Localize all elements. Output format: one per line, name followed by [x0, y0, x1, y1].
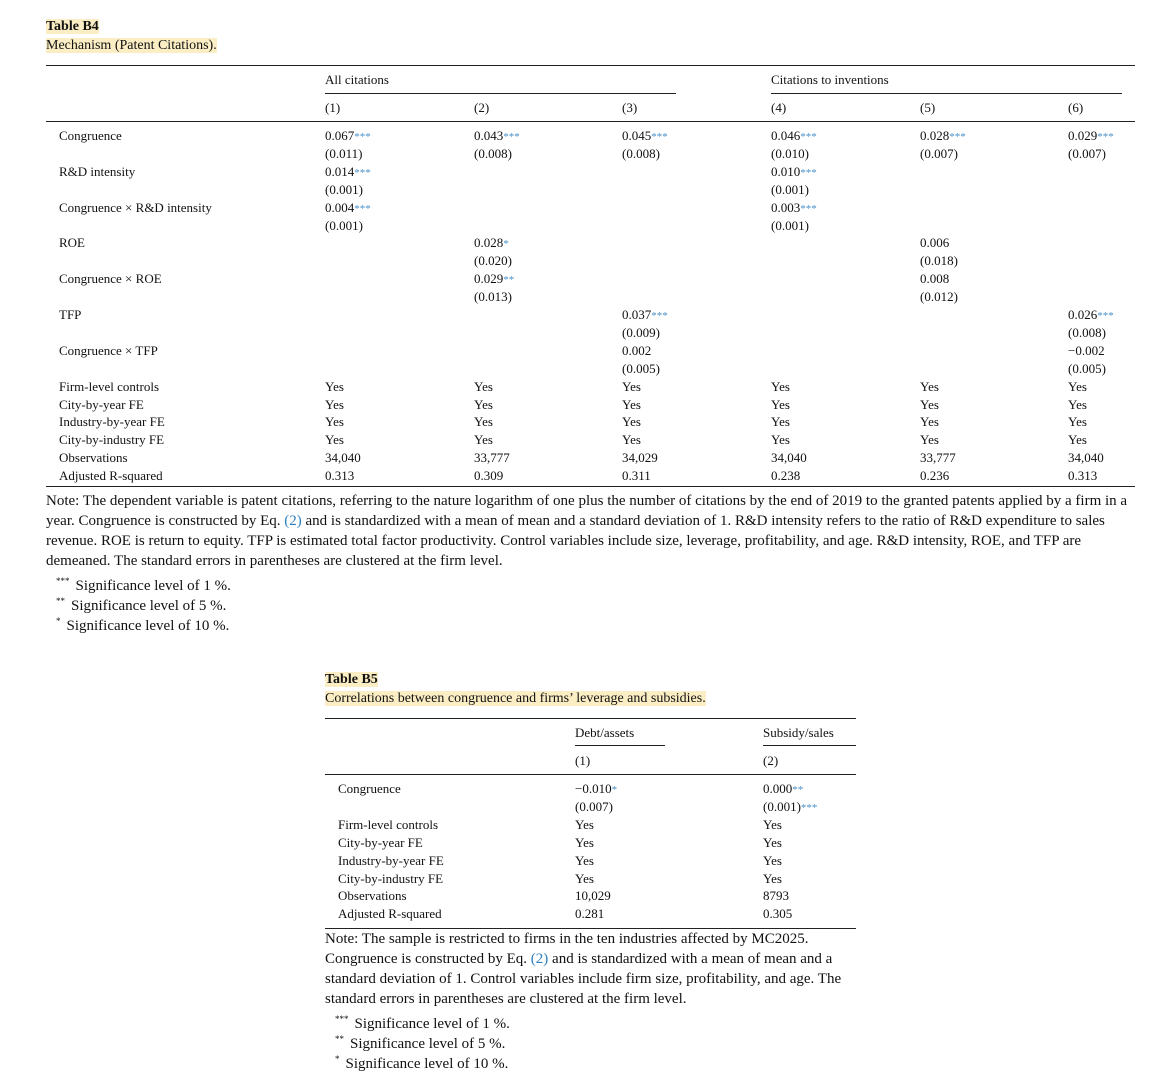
b4-cell-value: 0.309	[474, 468, 504, 484]
b4-cell-value: 34,029	[622, 450, 658, 466]
b4-cell	[920, 431, 939, 449]
b5-cell	[763, 887, 789, 905]
b4-cell-value: (0.001)	[325, 181, 363, 197]
b4-row-label: Congruence	[59, 128, 122, 143]
b4-cell	[622, 413, 641, 431]
b4-cell	[1068, 306, 1114, 325]
b4-cell-value: (0.011)	[325, 145, 363, 161]
b4-significance-stars: **	[503, 274, 515, 287]
b5-cell	[763, 905, 792, 923]
b5-header-rule	[325, 774, 856, 775]
b4-cell-value: 34,040	[771, 450, 807, 466]
b4-cell	[474, 396, 493, 414]
b5-row-label: Observations	[338, 888, 407, 904]
b5-cell-value: 10,029	[575, 888, 611, 904]
b4-cell	[622, 145, 660, 163]
b4-cell	[771, 413, 790, 431]
b4-cell	[622, 324, 660, 342]
b4-cell	[474, 234, 509, 253]
b4-significance-stars: ***	[651, 310, 668, 322]
b4-cell	[325, 467, 354, 485]
b4-note	[46, 491, 1135, 571]
b4-cell	[771, 181, 809, 199]
b4-sig-2-mark: **	[56, 596, 65, 606]
b4-significance-stars: ***	[503, 131, 520, 143]
b5-cell	[575, 798, 613, 816]
b5-row-label: Congruence	[338, 781, 401, 796]
b5-cell-value: 0.305	[763, 906, 793, 922]
b4-cell	[325, 127, 371, 146]
b5-cell-value: Yes	[763, 816, 782, 832]
b4-cell-value: 0.002	[622, 342, 652, 358]
b4-cell-value: (0.009)	[622, 324, 660, 340]
b4-cell	[325, 396, 344, 414]
b4-cell-value: 0.311	[622, 468, 651, 484]
b4-cell-value: Yes	[325, 378, 344, 394]
b4-cell-value: 0.029	[474, 271, 504, 287]
b4-cell-value: 33,777	[474, 450, 510, 466]
b4-cell	[920, 396, 939, 414]
b4-cell-value: 0.008	[920, 271, 950, 287]
b4-cell	[920, 288, 958, 306]
b5-cell-value: Yes	[763, 870, 782, 886]
b4-cell-value: Yes	[474, 396, 493, 412]
b4-cell	[474, 145, 512, 163]
b4-sig-3-mark: *	[56, 616, 61, 626]
b4-cell	[622, 306, 668, 325]
b5-col-head-subsidy-sales: Subsidy/sales	[763, 725, 834, 740]
b4-cell	[1068, 396, 1087, 414]
b4-cell-value: Yes	[920, 396, 939, 412]
b5-caption	[325, 670, 706, 707]
b5-note-part-a: Note: The sample is restricted to firms in the ten industries affected by MC2025. Congruence is constructed by Eq.	[325, 931, 809, 967]
b4-cell-value: (0.013)	[474, 289, 512, 305]
b4-cell-value: 34,040	[325, 450, 361, 466]
b5-sig-2-mark: **	[335, 1034, 344, 1044]
b4-cell-value: Yes	[474, 414, 493, 430]
b5-cell-value: Yes	[575, 834, 594, 850]
b4-cell-value: 0.029	[1068, 128, 1098, 143]
b5-cell	[575, 780, 617, 799]
b5-row-label: City-by-industry FE	[338, 870, 444, 886]
b5-cell-value: (0.001)	[763, 798, 801, 814]
b4-significance-stars: ***	[800, 166, 817, 179]
b5-sig-3-mark: *	[335, 1054, 340, 1064]
b5-cell-value: 0.281	[575, 906, 605, 922]
b4-sig-3	[56, 611, 229, 636]
b4-cell	[1068, 324, 1106, 342]
b5-cell	[763, 780, 803, 799]
b4-cell-value: Yes	[622, 396, 641, 412]
b4-cell	[771, 199, 817, 218]
b4-cell-value: (0.008)	[622, 145, 660, 161]
b5-row-label: City-by-year FE	[338, 834, 423, 850]
b4-cell-value: Yes	[771, 378, 790, 394]
b5-cell	[575, 834, 594, 852]
b4-group-right-rule	[771, 93, 1122, 94]
b4-cell-value: Yes	[622, 432, 641, 448]
b4-cell-value: Yes	[1068, 414, 1087, 430]
b4-cell-value: (0.007)	[920, 145, 958, 161]
b4-cell	[622, 127, 668, 146]
b4-note-part-b: and is standardized with a mean of mean and a standard deviation of 1. R&D intensity refers to the ratio of R&D expenditure to sales revenue. ROE is return to equity. TFP is estimated total factor productivity. Control variables include size, leverage, profitability, and age. R&D intensity, ROE, and TFP are demeaned. The standard errors in parentheses are clustered at the firm level.	[46, 513, 1105, 569]
b4-cell	[771, 127, 817, 146]
b5-title: Correlations between congruence and firms’ leverage and subsidies.	[325, 691, 706, 706]
b5-note-part-b: and is standardized with a mean of mean and a standard deviation of 1. Control variables include firm size, profitability, and age. The standard errors in parentheses are clustered at the firm level.	[325, 951, 842, 1007]
b5-row-label: Industry-by-year FE	[338, 852, 444, 868]
b5-cell-value: Yes	[763, 834, 782, 850]
b4-significance-stars: *	[503, 238, 509, 251]
b5-sig-2-text: Significance level of 5 %.	[350, 1036, 506, 1052]
b4-cell-value: Yes	[622, 378, 641, 394]
b4-cell	[474, 378, 493, 396]
b5-cell-value: Yes	[575, 870, 594, 886]
b4-cell-value: Yes	[920, 432, 939, 448]
b4-cell-value: 0.067	[325, 128, 355, 143]
b4-cell	[325, 449, 361, 467]
b4-cell	[920, 127, 966, 146]
b4-cell	[325, 181, 363, 199]
b5-cell	[575, 870, 594, 888]
b4-cell	[474, 127, 520, 146]
b4-cell	[1068, 378, 1087, 396]
b4-row-label: Firm-level controls	[59, 378, 160, 394]
b4-row-label: Adjusted R-squared	[59, 468, 163, 484]
b5-cell	[575, 816, 594, 834]
b4-cell-value: (0.008)	[1068, 324, 1106, 340]
b4-title: Mechanism (Patent Citations).	[46, 38, 217, 53]
b4-cell-value: Yes	[771, 396, 790, 412]
b4-cell	[325, 145, 362, 163]
b4-significance-stars: ***	[800, 202, 817, 215]
b4-cell	[622, 396, 641, 414]
b5-significance-stars: **	[792, 784, 804, 796]
b5-head-rule-1	[575, 745, 665, 746]
b4-significance-stars: ***	[354, 131, 371, 143]
b4-cell	[622, 342, 651, 360]
b4-cell-value: 33,777	[920, 450, 956, 466]
b5-sig-3-text: Significance level of 10 %.	[345, 1056, 509, 1072]
b4-cell-value: 0.014	[325, 163, 355, 179]
b4-sig-1-text: Significance level of 1 %.	[75, 578, 231, 594]
b4-significance-stars: ***	[1097, 131, 1114, 143]
b4-significance-stars: ***	[800, 131, 817, 143]
b4-col-6: (6)	[1068, 100, 1084, 115]
b5-col-2: (2)	[763, 753, 779, 768]
b4-col-4: (4)	[771, 100, 787, 115]
b4-row-label: Industry-by-year FE	[59, 414, 165, 430]
b4-significance-stars: ***	[949, 131, 966, 143]
b4-cell-value: (0.007)	[1068, 145, 1106, 161]
b4-caption	[46, 17, 217, 54]
b4-cell	[771, 145, 809, 163]
b4-cell	[325, 163, 371, 182]
b4-cell-value: 0.313	[325, 468, 355, 484]
b4-row-label: Congruence × TFP	[59, 342, 158, 358]
b4-col-5: (5)	[920, 100, 936, 115]
b4-cell-value: 0.028	[920, 128, 950, 143]
b4-cell-value: 0.037	[622, 307, 652, 322]
b4-cell	[771, 396, 790, 414]
b4-cell-value: (0.005)	[622, 360, 660, 376]
b5-equation-link[interactable]: (2)	[530, 951, 549, 967]
b4-cell-value: 0.003	[771, 199, 801, 215]
b5-cell-value: Yes	[575, 852, 594, 868]
b4-cell	[920, 449, 956, 467]
b4-top-rule	[46, 65, 1135, 66]
b4-cell-value: 0.236	[920, 468, 950, 484]
b4-cell-value: Yes	[1068, 378, 1087, 394]
b4-cell	[622, 378, 641, 396]
b4-cell	[474, 288, 512, 306]
b4-cell-value: (0.001)	[771, 181, 809, 197]
b4-row-label: ROE	[59, 235, 85, 251]
b4-group-citations-to-inventions: Citations to inventions	[771, 72, 889, 87]
b4-cell	[622, 431, 641, 449]
b5-cell-value: (0.007)	[575, 798, 613, 814]
b4-cell-value: 0.006	[920, 235, 950, 251]
b5-cell	[763, 798, 817, 817]
b5-sig-1-text: Significance level of 1 %.	[354, 1016, 510, 1032]
b4-col-3: (3)	[622, 100, 638, 115]
b5-row-label: Adjusted R-squared	[338, 906, 442, 922]
b4-cell	[771, 378, 790, 396]
b5-cell	[763, 834, 782, 852]
b5-cell	[763, 816, 782, 834]
b4-cell	[325, 378, 344, 396]
b4-cell	[474, 413, 493, 431]
b5-sig-3	[335, 1049, 508, 1074]
b4-cell	[622, 449, 658, 467]
b4-cell-value: 0.313	[1068, 468, 1098, 484]
b5-cell	[763, 852, 782, 870]
b4-cell	[1068, 431, 1087, 449]
b4-cell-value: 34,040	[1068, 450, 1104, 466]
b4-cell	[474, 252, 512, 270]
b4-significance-stars: ***	[1097, 310, 1114, 322]
b4-cell-value: Yes	[920, 414, 939, 430]
b4-cell	[1068, 413, 1087, 431]
b4-cell-value: (0.005)	[1068, 360, 1106, 376]
b4-cell-value: Yes	[1068, 396, 1087, 412]
b4-cell-value: 0.026	[1068, 307, 1098, 322]
b4-significance-stars: ***	[354, 202, 371, 215]
b5-note	[325, 929, 858, 1009]
b4-cell-value: Yes	[622, 414, 641, 430]
b5-col-1: (1)	[575, 753, 591, 768]
b4-cell	[622, 467, 651, 485]
b4-cell	[1068, 467, 1097, 485]
b4-cell	[325, 413, 344, 431]
b5-sig-1-mark: ***	[335, 1014, 349, 1024]
b5-significance-stars: ***	[800, 801, 818, 814]
b4-cell	[771, 449, 807, 467]
b4-cell-value: Yes	[325, 396, 344, 412]
b4-cell-value: 0.043	[474, 128, 504, 143]
b4-cell	[920, 252, 958, 270]
b4-significance-stars: ***	[651, 131, 668, 143]
b4-col-1: (1)	[325, 100, 341, 115]
b4-cell-value: 0.028	[474, 235, 504, 251]
b4-cell-value: (0.001)	[325, 217, 363, 233]
b5-row-label: Firm-level controls	[338, 816, 439, 832]
b4-cell	[474, 431, 493, 449]
b4-col-2: (2)	[474, 100, 490, 115]
b4-cell-value: Yes	[771, 414, 790, 430]
b5-col-head-debt-assets: Debt/assets	[575, 725, 635, 740]
b5-top-rule	[325, 718, 856, 719]
b4-cell-value: 0.010	[771, 163, 801, 179]
b4-cell	[920, 378, 939, 396]
b5-cell-value: 0.000	[763, 781, 793, 796]
b4-cell-value: 0.046	[771, 128, 801, 143]
b4-cell-value: −0.002	[1068, 342, 1105, 358]
b4-cell	[1068, 127, 1114, 146]
b4-sig-1-mark: ***	[56, 576, 70, 586]
b4-cell-value: (0.012)	[920, 289, 958, 305]
b4-row-label: TFP	[59, 307, 82, 322]
b4-header-rule	[46, 121, 1135, 122]
b5-significance-stars: *	[611, 784, 618, 796]
b4-cell-value: (0.010)	[771, 145, 809, 161]
b4-cell-value: (0.018)	[920, 253, 958, 269]
b4-cell-value: 0.004	[325, 199, 355, 215]
b4-cell	[920, 467, 949, 485]
b4-row-label: Observations	[59, 450, 128, 466]
b4-cell	[1068, 449, 1104, 467]
b4-group-all-citations: All citations	[325, 72, 389, 87]
b4-bottom-rule	[46, 486, 1135, 487]
b4-cell	[920, 145, 958, 163]
b4-cell	[771, 467, 800, 485]
b5-cell	[575, 887, 611, 905]
b4-cell-value: 0.238	[771, 468, 801, 484]
b4-cell	[1068, 342, 1105, 360]
b5-cell-value: 8793	[763, 888, 789, 904]
b4-cell	[325, 199, 371, 218]
b4-cell-value: Yes	[920, 378, 939, 394]
b4-row-label: Congruence × ROE	[59, 271, 162, 287]
b4-significance-stars: ***	[354, 166, 371, 179]
b4-cell	[771, 431, 790, 449]
b4-note-part-a: Note: The dependent variable is patent citations, referring to the nature logarithm of one plus the number of citations by the end of 2019 to the granted patents applied by a firm in a year. Congruence is constructed by Eq.	[46, 493, 1128, 529]
b4-cell	[1068, 360, 1106, 378]
b4-cell-value: Yes	[325, 432, 344, 448]
b4-cell	[920, 413, 939, 431]
b5-cell-value: −0.010	[575, 781, 612, 796]
b4-cell	[474, 270, 514, 289]
b5-head-rule-2	[763, 745, 856, 746]
b5-cell-value: Yes	[575, 816, 594, 832]
b4-cell-value: (0.020)	[474, 253, 512, 269]
b4-cell	[920, 234, 949, 252]
b4-sig-3-text: Significance level of 10 %.	[66, 618, 230, 634]
b4-cell-value: Yes	[474, 378, 493, 394]
b5-cell-value: Yes	[763, 852, 782, 868]
b4-row-label: City-by-year FE	[59, 396, 144, 412]
b4-cell	[622, 360, 660, 378]
b4-row-label: Congruence × R&D intensity	[59, 199, 212, 215]
b4-cell	[325, 431, 344, 449]
b4-cell-value: Yes	[1068, 432, 1087, 448]
b4-cell-value: (0.001)	[771, 217, 809, 233]
b5-label: Table B5	[325, 672, 378, 687]
b4-row-label: R&D intensity	[59, 163, 136, 179]
b5-cell	[763, 870, 782, 888]
b4-cell-value: Yes	[325, 414, 344, 430]
b4-label: Table B4	[46, 19, 99, 34]
b4-cell	[771, 163, 817, 182]
b4-cell	[771, 217, 809, 235]
b4-row-label: City-by-industry FE	[59, 432, 165, 448]
b5-cell	[575, 852, 594, 870]
b4-cell	[1068, 145, 1106, 163]
b5-cell	[575, 905, 604, 923]
b4-group-left-rule	[325, 93, 676, 94]
b4-cell	[325, 217, 363, 235]
b4-cell	[920, 270, 949, 288]
b4-cell	[474, 449, 510, 467]
b4-sig-2-text: Significance level of 5 %.	[71, 598, 227, 614]
b4-cell-value: (0.008)	[474, 145, 512, 161]
b4-equation-link[interactable]: (2)	[284, 513, 302, 529]
b4-cell-value: Yes	[474, 432, 493, 448]
b4-cell	[474, 467, 503, 485]
b4-cell-value: 0.045	[622, 128, 652, 143]
b4-cell-value: Yes	[771, 432, 790, 448]
